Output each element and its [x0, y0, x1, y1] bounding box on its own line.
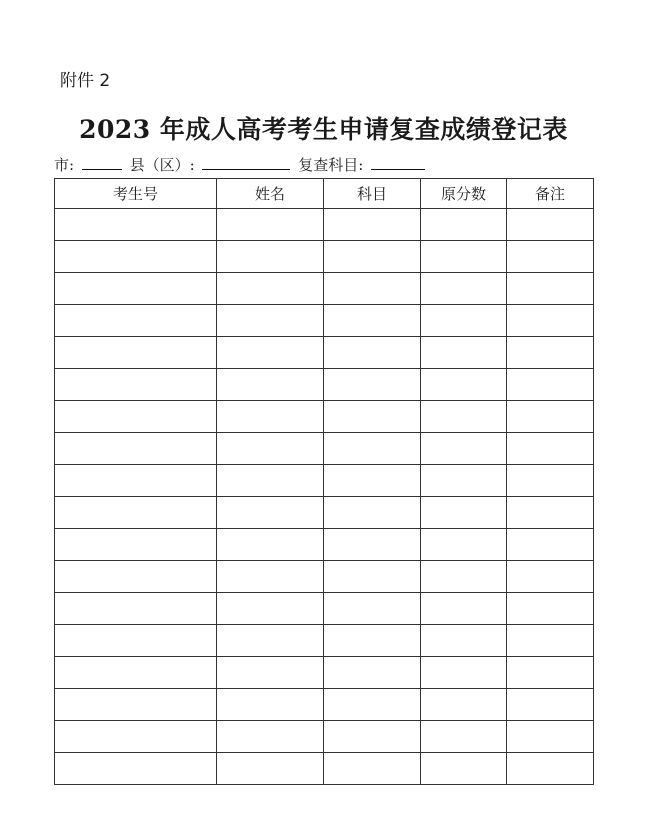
table-row [55, 369, 594, 401]
table-cell[interactable] [324, 209, 421, 241]
table-row [55, 305, 594, 337]
table-cell[interactable] [507, 657, 594, 689]
table-row [55, 753, 594, 785]
table-body [55, 209, 594, 785]
table-cell[interactable] [421, 209, 507, 241]
table-cell[interactable] [55, 625, 217, 657]
table-cell[interactable] [421, 753, 507, 785]
table-cell[interactable] [324, 241, 421, 273]
attachment-label: 附件 2 [60, 71, 111, 91]
table-row [55, 721, 594, 753]
table-row [55, 273, 594, 305]
table-cell[interactable] [421, 433, 507, 465]
table-cell[interactable] [421, 401, 507, 433]
table-cell[interactable] [507, 529, 594, 561]
table-cell[interactable] [507, 753, 594, 785]
subject-label: 复查科目: [298, 156, 364, 174]
table-cell[interactable] [507, 593, 594, 625]
column-header-remarks: 备注 [507, 179, 594, 209]
table-cell[interactable] [324, 401, 421, 433]
table-cell[interactable] [55, 433, 217, 465]
table-cell[interactable] [421, 625, 507, 657]
table-cell[interactable] [507, 497, 594, 529]
table-row [55, 625, 594, 657]
table-row [55, 433, 594, 465]
table-cell[interactable] [324, 625, 421, 657]
table-cell[interactable] [55, 241, 217, 273]
table-cell[interactable] [421, 465, 507, 497]
form-fields-line [54, 154, 428, 175]
form-title: 2023 年成人高考考生申请复查成绩登记表 [79, 115, 568, 144]
table-row [55, 497, 594, 529]
table-cell[interactable] [55, 209, 217, 241]
table-cell[interactable] [507, 689, 594, 721]
table-cell[interactable] [55, 529, 217, 561]
table-cell[interactable] [421, 273, 507, 305]
table-cell[interactable] [217, 433, 324, 465]
table-cell[interactable] [324, 369, 421, 401]
table-cell[interactable] [324, 753, 421, 785]
table-cell[interactable] [324, 497, 421, 529]
table-row [55, 337, 594, 369]
table-cell[interactable] [421, 497, 507, 529]
column-header-name: 姓名 [217, 179, 324, 209]
table-cell[interactable] [421, 689, 507, 721]
table-cell[interactable] [507, 721, 594, 753]
table-cell[interactable] [324, 561, 421, 593]
table-row [55, 465, 594, 497]
table-cell[interactable] [55, 337, 217, 369]
table-cell[interactable] [217, 465, 324, 497]
table-row [55, 689, 594, 721]
table-row [55, 593, 594, 625]
table-cell[interactable] [324, 657, 421, 689]
table-cell[interactable] [507, 625, 594, 657]
table-cell[interactable] [324, 337, 421, 369]
registration-table [54, 178, 594, 785]
table-cell[interactable] [55, 593, 217, 625]
table-cell[interactable] [324, 433, 421, 465]
table-cell[interactable] [324, 465, 421, 497]
table-cell[interactable] [55, 753, 217, 785]
table-cell[interactable] [507, 241, 594, 273]
city-blank[interactable] [82, 155, 122, 170]
table-row [55, 657, 594, 689]
table-cell[interactable] [55, 465, 217, 497]
table-cell[interactable] [421, 241, 507, 273]
table-cell[interactable] [217, 241, 324, 273]
table-cell[interactable] [217, 689, 324, 721]
table-cell[interactable] [55, 721, 217, 753]
table-cell[interactable] [217, 497, 324, 529]
table-cell[interactable] [217, 305, 324, 337]
table-cell[interactable] [55, 689, 217, 721]
table-row [55, 209, 594, 241]
table-cell[interactable] [55, 273, 217, 305]
table-row [55, 401, 594, 433]
table-cell[interactable] [324, 273, 421, 305]
table-cell[interactable] [55, 561, 217, 593]
table-cell[interactable] [217, 337, 324, 369]
table-cell[interactable] [324, 305, 421, 337]
table-cell[interactable] [421, 369, 507, 401]
table-cell[interactable] [217, 625, 324, 657]
table-cell[interactable] [507, 273, 594, 305]
table-cell[interactable] [507, 337, 594, 369]
table-row [55, 561, 594, 593]
table-cell[interactable] [421, 593, 507, 625]
table-cell[interactable] [324, 689, 421, 721]
table-cell[interactable] [217, 209, 324, 241]
table-cell[interactable] [507, 433, 594, 465]
table-cell[interactable] [507, 465, 594, 497]
table-cell[interactable] [421, 721, 507, 753]
table-cell[interactable] [421, 657, 507, 689]
table-cell[interactable] [217, 593, 324, 625]
table-cell[interactable] [324, 721, 421, 753]
county-blank[interactable] [202, 155, 290, 170]
county-label: 县（区）: [129, 156, 195, 174]
table-header-row [55, 179, 594, 209]
table-cell[interactable] [217, 753, 324, 785]
subject-blank[interactable] [371, 155, 425, 170]
table-cell[interactable] [55, 497, 217, 529]
table-cell[interactable] [55, 657, 217, 689]
table-cell[interactable] [217, 561, 324, 593]
table-cell[interactable] [217, 721, 324, 753]
table-cell[interactable] [421, 337, 507, 369]
table-cell[interactable] [55, 305, 217, 337]
table-cell[interactable] [217, 273, 324, 305]
table-row [55, 241, 594, 273]
column-header-subject: 科目 [324, 179, 421, 209]
table-cell[interactable] [507, 305, 594, 337]
table-cell[interactable] [324, 529, 421, 561]
city-label: 市: [54, 156, 75, 174]
table-cell[interactable] [217, 657, 324, 689]
table-cell[interactable] [55, 401, 217, 433]
table-cell[interactable] [507, 401, 594, 433]
table-cell[interactable] [507, 209, 594, 241]
column-header-exam-number: 考生号 [55, 179, 217, 209]
table-cell[interactable] [507, 561, 594, 593]
table-cell[interactable] [217, 369, 324, 401]
table-cell[interactable] [507, 369, 594, 401]
table-cell[interactable] [421, 561, 507, 593]
table-cell[interactable] [55, 369, 217, 401]
table-row [55, 529, 594, 561]
column-header-original-score: 原分数 [421, 179, 507, 209]
table-cell[interactable] [324, 593, 421, 625]
table-cell[interactable] [217, 401, 324, 433]
table-cell[interactable] [421, 305, 507, 337]
table-cell[interactable] [217, 529, 324, 561]
table-cell[interactable] [421, 529, 507, 561]
